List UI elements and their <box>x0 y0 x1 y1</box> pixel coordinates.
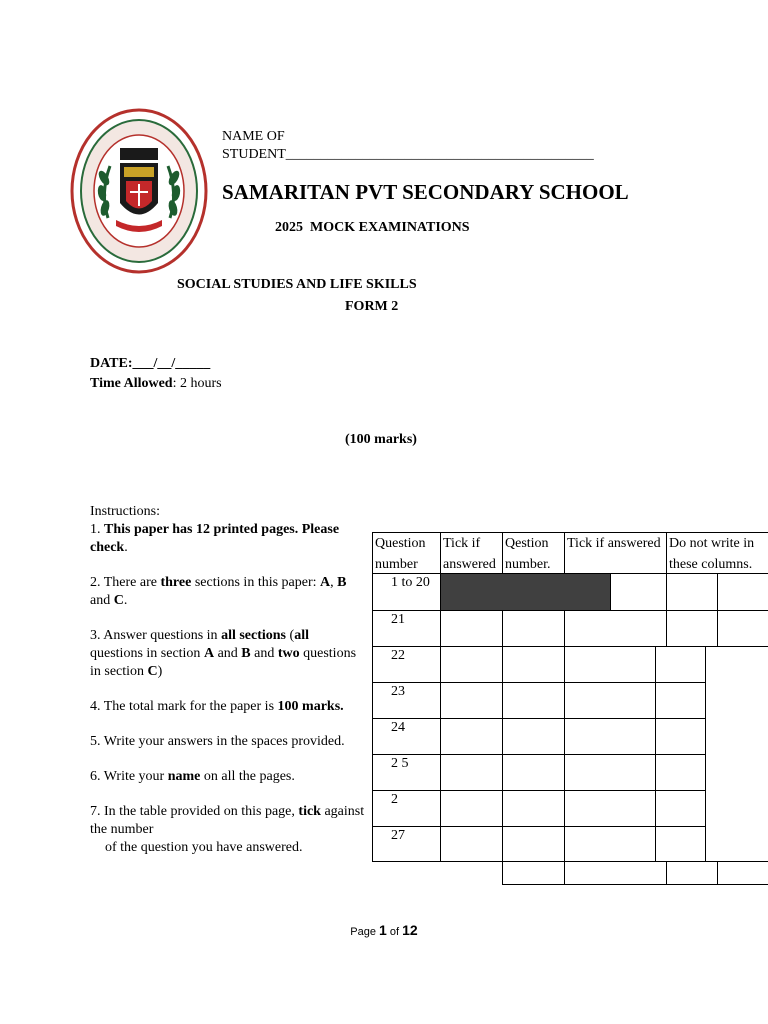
tick-cell[interactable] <box>564 610 667 647</box>
empty-cell <box>666 861 718 885</box>
tick-cell[interactable] <box>564 790 656 827</box>
empty-cell <box>717 861 768 885</box>
row-question-number: 22 <box>372 646 441 683</box>
tick-cell[interactable] <box>440 790 503 827</box>
tick-cell[interactable] <box>440 610 503 647</box>
qnum-cell <box>502 718 565 755</box>
instructions-heading: Instructions: <box>90 504 160 519</box>
instruction-7: 7. In the table provided on this page, tick against the number of the question you have answered. <box>90 804 365 855</box>
empty-cell <box>502 861 565 885</box>
row-question-number: 1 to 20 <box>372 573 441 611</box>
instructions <box>90 503 365 857</box>
qnum-cell <box>502 826 565 862</box>
qnum-cell <box>502 610 565 647</box>
header-question-number: Question number <box>372 532 441 574</box>
total-pages: 12 <box>402 922 418 938</box>
row-question-number: 2 <box>372 790 441 827</box>
page-number: 1 <box>379 922 387 938</box>
row-question-number: 23 <box>372 682 441 719</box>
row-question-number: 21 <box>372 610 441 647</box>
instruction-4: 4. The total mark for the paper is 100 marks. <box>90 699 344 714</box>
crest-icon <box>70 108 208 274</box>
tick-cell[interactable] <box>440 826 503 862</box>
tick-cell[interactable] <box>564 682 656 719</box>
row-question-number: 24 <box>372 718 441 755</box>
qnum-cell <box>502 754 565 791</box>
marker-cell <box>655 754 706 791</box>
marker-cell <box>666 610 718 647</box>
marker-cell <box>655 646 706 683</box>
time-allowed <box>90 376 222 392</box>
marker-cell <box>717 610 768 647</box>
header-tick-2: Tick if answered <box>564 532 667 574</box>
exam-title: 2025 MOCK EXAMINATIONS <box>275 220 470 235</box>
school-crest-logo <box>70 108 208 274</box>
date-field: DATE:___/__/_____ <box>90 356 211 371</box>
time-label: Time Allowed <box>90 376 173 391</box>
row-question-number: 27 <box>372 826 441 862</box>
of-word: of <box>386 926 403 938</box>
school-name: SAMARITAN PVT SECONDARY SCHOOL <box>222 180 629 204</box>
header-qestion-number: Qestion number. <box>502 532 565 574</box>
tick-cell[interactable] <box>564 826 656 862</box>
qnum-cell <box>502 682 565 719</box>
marker-cell <box>655 682 706 719</box>
tick-cell[interactable] <box>440 682 503 719</box>
marker-cell <box>717 573 768 611</box>
name-label-line1: NAME OF <box>222 129 285 144</box>
page-word: Page <box>350 926 380 938</box>
tick-cell[interactable] <box>564 754 656 791</box>
instruction-2: 2. There are three sections in this paper: A, B and C. <box>90 575 347 608</box>
qnum-cell <box>502 790 565 827</box>
tick-cell[interactable] <box>610 573 667 611</box>
row-question-number: 2 5 <box>372 754 441 791</box>
total-marks: (100 marks) <box>345 432 417 447</box>
subject-title: SOCIAL STUDIES AND LIFE SKILLS <box>177 277 417 292</box>
marker-cell <box>655 718 706 755</box>
tick-cell[interactable] <box>440 646 503 683</box>
empty-cell <box>564 861 667 885</box>
form-level: FORM 2 <box>345 299 399 314</box>
header-tick: Tick if answered <box>440 532 503 574</box>
marker-cell <box>655 826 706 862</box>
tick-cell[interactable] <box>440 754 503 791</box>
marker-cell <box>666 573 718 611</box>
page-footer <box>0 922 768 938</box>
tick-cell[interactable] <box>440 718 503 755</box>
instruction-5: 5. Write your answers in the spaces provided. <box>90 734 345 749</box>
shaded-cell <box>440 573 611 611</box>
header-do-not-write: Do not write in these columns. <box>666 532 768 574</box>
student-name-field[interactable] <box>222 128 642 164</box>
qnum-cell <box>502 646 565 683</box>
tick-cell[interactable] <box>564 718 656 755</box>
instruction-3: 3. Answer questions in all sections (all questions in section A and B and two questions in section C) <box>90 628 357 679</box>
marker-cell <box>655 790 706 827</box>
tick-cell[interactable] <box>564 646 656 683</box>
name-label-line2: STUDENT____________________________________________ <box>222 147 594 162</box>
time-value: : 2 hours <box>172 376 222 391</box>
instruction-6: 6. Write your name on all the pages. <box>90 769 295 784</box>
instruction-1: 1. This paper has 12 printed pages. Please check. <box>90 522 340 555</box>
